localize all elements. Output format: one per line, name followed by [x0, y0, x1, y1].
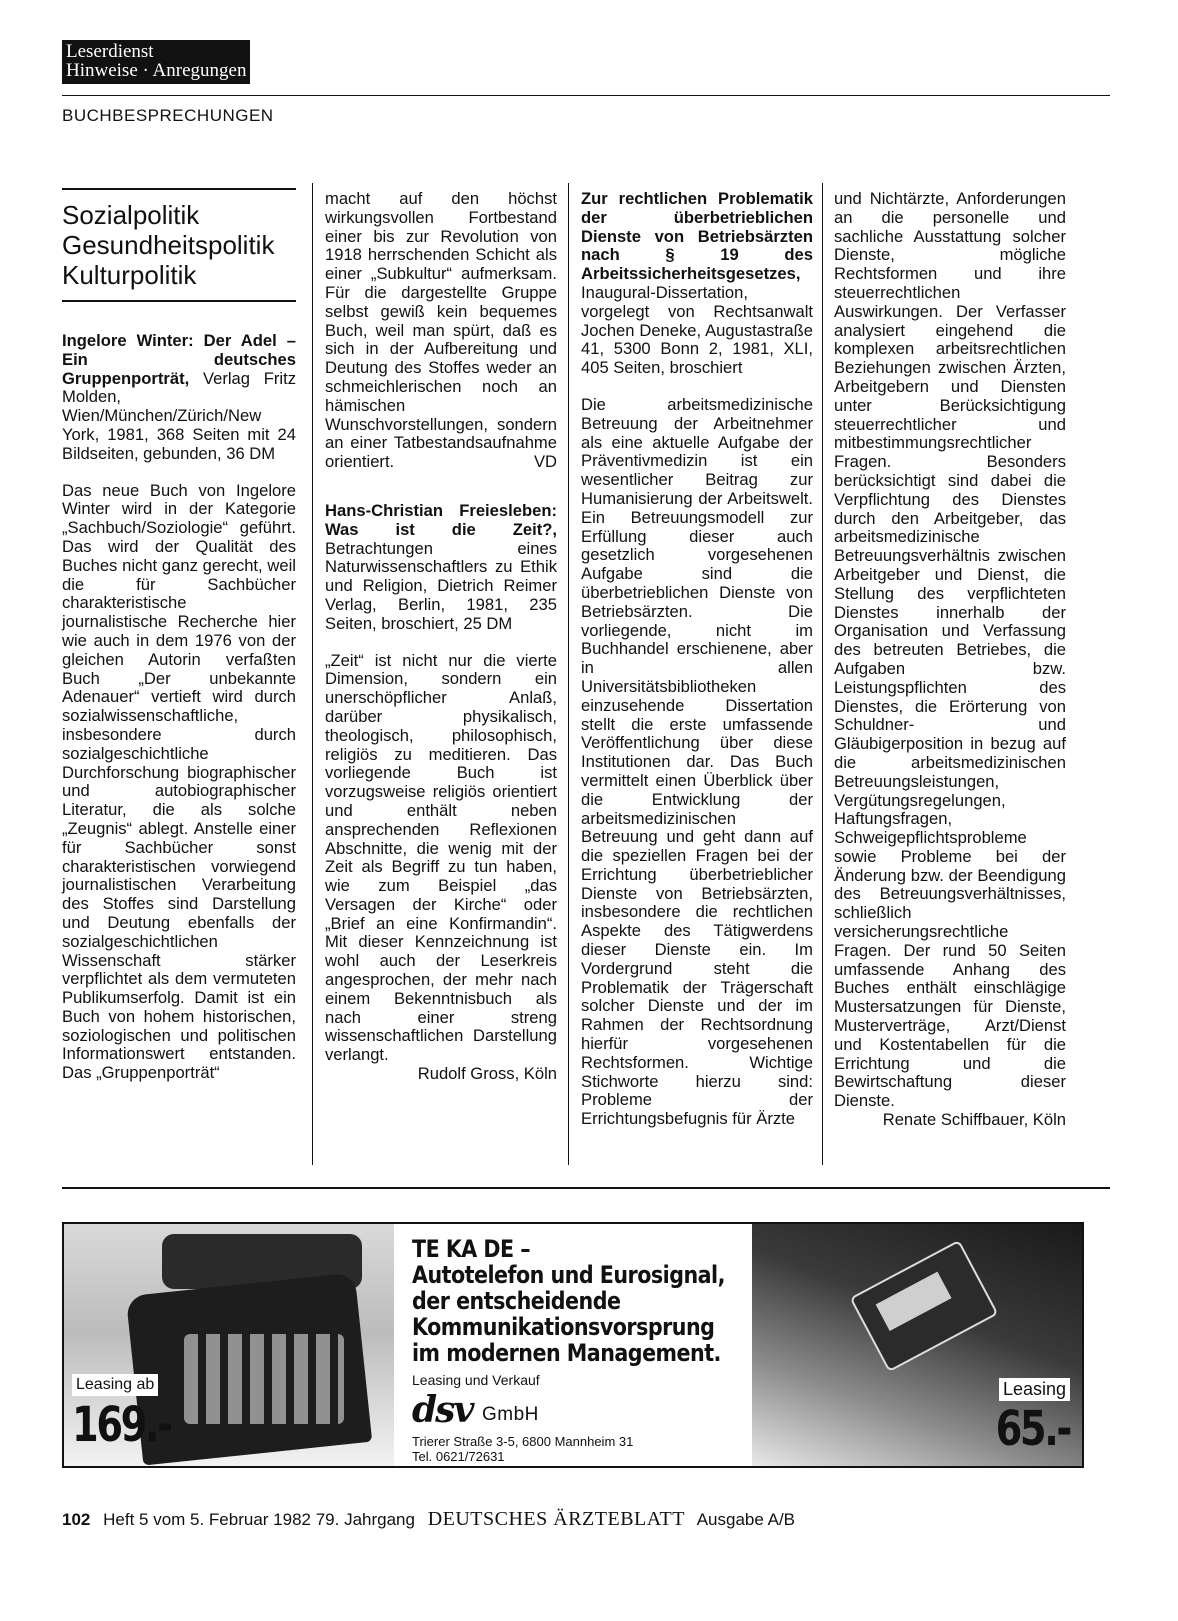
ad-headline-line4: Kommunikationsvorsprung [412, 1313, 715, 1341]
price-left-label: Leasing ab [72, 1374, 158, 1396]
column-3 [581, 190, 813, 1129]
ad-headline-line1: TE KA DE – [412, 1235, 531, 1263]
review-1-body-part2-text: macht auf den höchst wirkungsvollen Fortbestand einer bis zur Revolution von 1918 herrschenden Schicht als einer „Subkultur“ aufmerksam. Für die dargestellte Gruppe selbst gewiß kein bequemes Buch, weil man spürt, daß es sich in der Aufbereitung und Deutung des Stoffes weder an schmeichlerischen noch an hämischen Wunschvorstellungen, sondern an einer Tatbestandsaufnahme orientiert. [325, 189, 557, 472]
column-1 [62, 190, 296, 1083]
car-phone-photo [64, 1224, 394, 1466]
dsv-logo-suffix: GmbH [482, 1404, 539, 1425]
review-1-citation [62, 332, 296, 464]
ad-headline-line2: Autotelefon und Eurosignal, [412, 1261, 725, 1289]
price-left: 169.- [72, 1397, 171, 1453]
rubric-line-1: Sozialpolitik [62, 200, 200, 230]
section-tag-line2: Hinweise · Anregungen [66, 60, 247, 81]
review-3-body-part2: und Nichtärzte, Anforderungen an die personelle und sachliche Ausstattung solcher Dienste, mögliche Rechtsformen und ihre steuerrechtlichen Auswirkungen. Der Verfasser analysiert eingehend die komplexen arbeitsrechtlichen Beziehungen zwischen Ärzten, Arbeitgebern und Diensten unter Berücksichtigung steuerrechtlicher und mitbestimmungsrechtlicher Fragen. Besonders berücksichtigt sind dabei die Verpflichtung des Dienstes durch den Arbeitgeber, das arbeitsmedizinische Betreuungsverhältnis zwischen Arbeitgeber und Dienst, die Stellung des verpflichteten Dienstes innerhalb der Organisation und Verfassung des betreuten Betriebes, die Aufgaben bzw. Leistungspflichten des Dienstes, die Erörterung von Schuldner- und Gläubigerposition in bezug auf die arbeitsmedizinischen Betreuungsleistungen, Vergütungsregelungen, Haftungsfragen, Schweigepflichtsprobleme sowie Probleme bei der Änderung bzw. der Beendigung des Betreuungsverhältnisses, schließlich versicherungsrechtliche Fragen. Der rund 50 Seiten umfassende Anhang des Buches enthält einschlägige Mustersatzungen für Dienste, Musterverträge, Arzt/Dienst und Kostentabellen für die Errichtung und die Bewirtschaftung dieser Dienste. [834, 189, 1066, 1111]
section-tag-line1: Leserdienst [66, 41, 154, 62]
review-1-signature: VD [533, 452, 557, 472]
eurosignal-device-photo [752, 1224, 1082, 1466]
bottom-rule [62, 1187, 1110, 1189]
ad-headline-line5: im modernen Management. [412, 1339, 721, 1367]
review-1-title: Ingelore Winter: Der Adel – Ein deutsches Gruppenporträt, [62, 331, 296, 388]
column-divider-2 [568, 183, 569, 1165]
ad-address [412, 1434, 633, 1464]
top-rule [62, 95, 1110, 96]
rubric-heading [62, 200, 296, 290]
column-divider-3 [822, 183, 823, 1165]
rubric-rule-top [62, 188, 296, 190]
rubric-line-2: Gesundheitspolitik [62, 230, 275, 260]
review-3-signature: Renate Schiffbauer, Köln [882, 1110, 1066, 1130]
review-2-body: „Zeit“ ist nicht nur die vierte Dimension, sondern ein unerschöpflicher Anlaß, darüber physikalisch, theologisch, philosophisch, religiös zu meditieren. Das vorliegende Buch ist vorzugsweise religiös orientiert und enthält neben ansprechenden Reflexionen Abschnitte, die wenig mit der Zeit als Begriff zu tun haben, wie zum Beispiel „das Versagen der Kirche“ oder „Brief an eine Konfirmandin“. Mit dieser Kennzeichnung ist wohl auch der Leserkreis angesprochen, der mehr nach einem Bekenntnisbuch als nach einer streng wissenschaftlichen Darstellung verlangt. [325, 650, 557, 1065]
review-2-signature: Rudolf Gross, Köln [417, 1064, 557, 1084]
ad-subline: Leasing und Verkauf [412, 1372, 540, 1388]
review-2-bibliography: Betrachtungen eines Naturwissenschaftlers zu Ethik und Religion, Dietrich Reimer Verlag, Berlin, 1981, 235 Seiten, broschiert, 25 DM [325, 538, 557, 633]
issue-info: Heft 5 vom 5. Februar 1982 79. Jahrgang [103, 1510, 415, 1529]
page-number: 102 [62, 1510, 91, 1529]
rubric-line-3: Kulturpolitik [62, 260, 197, 290]
ad-text-panel [394, 1224, 752, 1466]
column-4 [834, 190, 1066, 1130]
eurosignal-pager-image [850, 1240, 999, 1372]
advertisement [62, 1222, 1084, 1468]
review-2-title: Hans-Christian Freiesleben: Was ist die Zeit?, [325, 500, 557, 539]
page-footer [62, 1508, 795, 1531]
review-3-citation [581, 190, 813, 378]
ad-headline [412, 1236, 756, 1366]
review-3-body-part1: Die arbeitsmedizinische Betreuung der Arbeitnehmer als eine aktuelle Aufgabe der Präventivmedizin ist ein wesentlicher Beitrag zur Humanisierung der Arbeitswelt. Ein Betreuungsmodell zur Erfüllung dieser auch gesetzlich vorgesehenen Aufgabe sind die überbetrieblichen Dienste von Betriebsärzten. Die vorliegende, nicht im Buchhandel erschienene, aber in allen Universitätsbibliotheken einzusehende Dissertation stellt die erste umfassende Veröffentlichung über diese Institutionen dar. Das Buch vermittelt einen Überblick über die Entwicklung der arbeitsmedizinischen Betreuung und geht dann auf die speziellen Fragen bei der Errichtung überbetrieblicher Dienste von Betriebsärzten, insbesondere die rechtlichen Aspekte des Tätigwerdens dieser Dienste ein. Im Vordergrund steht die Problematik der Trägerschaft solcher Dienste und der im Rahmen der Rechtsordnung hierfür vorgesehenen Rechtsformen. Wichtige Stichworte hierzu sind: Probleme der Errichtungsbefugnis für Ärzte [581, 394, 813, 1129]
review-1-body-part2 [325, 190, 557, 472]
ad-headline-line3: der entscheidende [412, 1287, 621, 1315]
keypad-image [184, 1334, 344, 1424]
column-divider-1 [312, 183, 313, 1165]
review-3-title: Zur rechtlichen Problematik der überbetrieblichen Dienste von Betriebsärzten nach § 19 des Arbeitssicherheitsgesetzes, [581, 189, 813, 284]
review-3-bibliography: Inaugural-Dissertation, vorgelegt von Rechtsanwalt Jochen Deneke, Augustastraße 41, 5300 Bonn 2, 1981, XLI, 405 Seiten, broschiert [581, 282, 813, 378]
magazine-name: DEUTSCHES ÄRZTEBLATT [427, 1508, 685, 1530]
review-1-body-part1: Das neue Buch von Ingelore Winter wird in der Kategorie „Sachbuch/Soziologie“ geführt. Das wird der Qualität des Buches nicht ganz gerecht, weil die für Sachbücher charakteristische journalistische Recherche hier wie auch in dem 1976 von der gleichen Autorin verfaßten Buch „Der unbekannte Adenauer“ vertieft wird durch sozialwissenschaftliche, insbesondere durch sozialgeschichtliche Durchforschung biographischer und autobiographischer Literatur, die als solche „Zeugnis“ ablegt. Anstelle einer für Sachbücher sonst charakteristischen vorwiegend journalistischen Verarbeitung des Stoffes sind Darstellung und Deutung ebenfalls der sozialgeschichtlichen Wissenschaft stärker verpflichtet als dem vermuteten Publikumserfolg. Damit ist ein Buch von hohem historischen, soziologischen und politischen Informationswert entstanden. Das „Gruppenporträt“ [62, 480, 296, 1083]
review-2-citation [325, 502, 557, 634]
rubric-rule-bottom [62, 300, 296, 302]
price-right-label: Leasing [999, 1378, 1070, 1401]
price-right: 65.- [995, 1401, 1070, 1457]
ad-address-street: Trierer Straße 3-5, 6800 Mannheim 31 [412, 1434, 634, 1449]
section-title: BUCHBESPRECHUNGEN [62, 106, 274, 125]
ad-address-phone: Tel. 0621/72631 [412, 1449, 505, 1464]
review-1-bibliography: Verlag Fritz Molden, Wien/München/Zürich/New York, 1981, 368 Seiten mit 24 Bildseiten, gebunden, 36 DM [62, 368, 296, 463]
dsv-logo: dsv [412, 1389, 473, 1431]
pager-screen [876, 1272, 952, 1331]
edition-info: Ausgabe A/B [696, 1510, 796, 1529]
column-2 [325, 190, 557, 1084]
section-tag [62, 40, 250, 84]
